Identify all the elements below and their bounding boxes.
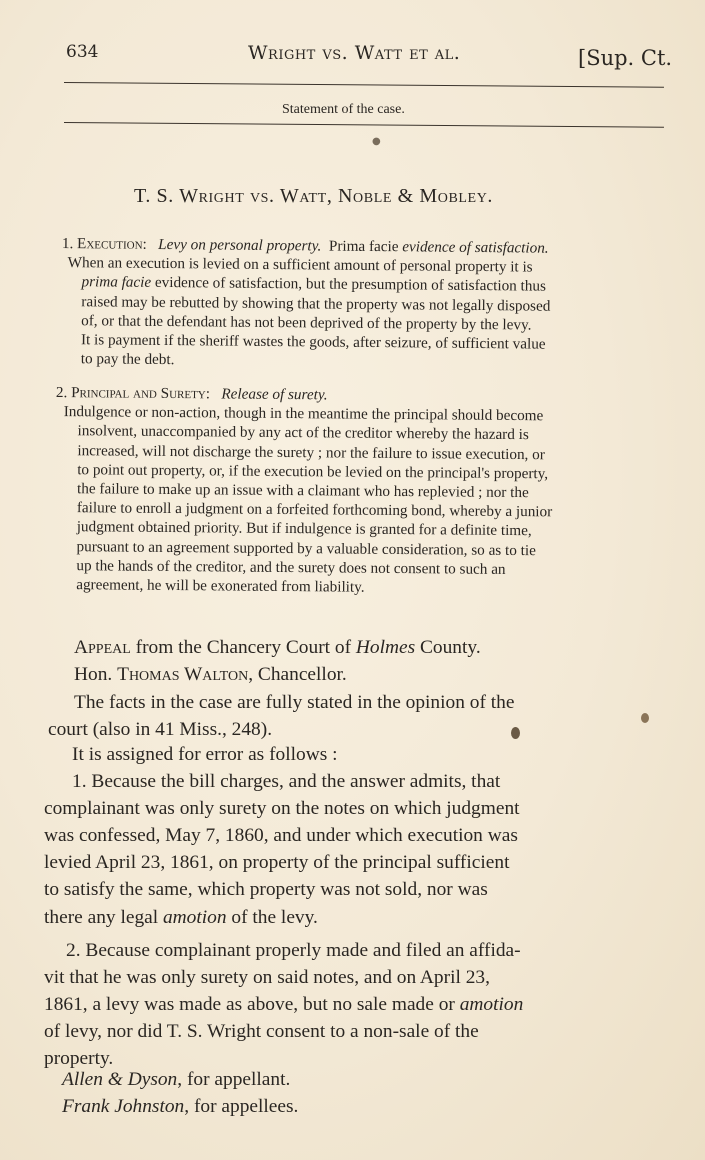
counsel-role: , for appellant. [177, 1069, 291, 1090]
syllabus-line: insolvent, unaccompanied by any act of the creditor whereby the hazard is [77, 422, 529, 444]
colon: : [142, 235, 155, 253]
error-line: 1. Because the bill charges, and the answer admits, that [72, 771, 501, 793]
errors-section [44, 741, 523, 1072]
syllabus-topic: Execution [77, 235, 143, 253]
syllabus-item-2 [54, 383, 553, 599]
running-title: Wright vs. Watt et al. [248, 42, 461, 64]
syllabus-number: 1. [61, 235, 74, 253]
syllabus-topic-plain: Prima facie [328, 237, 399, 256]
syllabus-line: judgment obtained priority. But if indulgence is granted for a definite time, [76, 518, 532, 540]
counsel-block [62, 1066, 298, 1120]
facts-line: court (also in 41 Miss., 248). [48, 719, 273, 741]
line-text: there any legal [44, 906, 163, 928]
ink-blot [641, 713, 649, 723]
judge-line [74, 661, 481, 688]
appeal-block [74, 634, 481, 688]
syllabus-subject: Levy on personal property. [158, 235, 322, 255]
error-line: 2. Because complainant properly made and filed an affida- [66, 939, 521, 961]
syllabus-line: of, or that the defendant has not been deprived of the property by the levy. [81, 312, 532, 334]
error-line: of levy, nor did T. S. Wright consent to a non-sale of the [44, 1020, 479, 1042]
syllabus-topic-italic: evidence of satisfaction. [402, 238, 549, 257]
syllabus-number: 2. [55, 383, 68, 402]
syllabus-line: to pay the debt. [80, 350, 175, 369]
error-line [44, 904, 523, 931]
section-label: Statement of the case. [282, 102, 405, 117]
facts-line: The facts in the case are fully stated in the opinion of the [74, 692, 515, 713]
italic-term: amotion [459, 993, 524, 1015]
line-text: 1861, a levy was made as above, but no sale made or [44, 993, 460, 1015]
error-line: levied April 23, 1861, on property of the principal sufficient [44, 852, 510, 874]
county-name: Holmes [355, 637, 416, 658]
judge-prefix: Hon. [74, 664, 118, 686]
syllabus-topic: Principal and Surety [71, 384, 206, 403]
italic-term: amotion [162, 906, 227, 928]
syllabus-line: raised may be rebutted by showing that the property was not legally disposed [81, 292, 551, 315]
court-label: [Sup. Ct. [578, 46, 673, 70]
error-line: to satisfy the same, which property was not sold, nor was [44, 879, 488, 901]
error-line: complainant was only surety on the notes on which judgment [44, 798, 520, 820]
syllabus-line: to point out property, or, if the execution be levied on the principal's property, [77, 461, 549, 483]
counsel-name: Allen [62, 1069, 103, 1090]
ornament-mark: ● [372, 136, 381, 147]
page-number: 634 [66, 42, 99, 62]
syllabus-item-1 [59, 234, 551, 373]
header-rule-bottom [64, 122, 664, 128]
syllabus-line: increased, will not discharge the surety ; nor the failure to issue execution, or [77, 441, 545, 463]
syllabus-subject: Release of surety. [221, 385, 328, 404]
italic-phrase: prima facie [81, 273, 152, 292]
syllabus-line: pursuant to an agreement supported by a valuable consideration, so as to tie [76, 537, 536, 559]
header-rule-top [64, 82, 664, 88]
counsel-name: Dyson [127, 1069, 178, 1090]
judge-title: , Chancellor. [248, 664, 347, 686]
counsel-role: , for appellees. [184, 1096, 299, 1118]
errors-intro: It is assigned for error as follows : [72, 744, 338, 765]
syllabus-line: Indulgence or non-action, though in the meantime the principal should become [63, 403, 544, 425]
case-caption: T. S. Wright vs. Watt, Noble & Mobley. [134, 185, 494, 207]
line-text: evidence of satisfaction, but the presumption of satisfaction thus [151, 274, 546, 296]
colon: : [205, 385, 218, 403]
ampersand: & [102, 1069, 128, 1090]
judge-name: Thomas Walton [117, 664, 249, 686]
counsel-appellees [62, 1093, 298, 1120]
syllabus-line: agreement, he will be exonerated from liability. [76, 576, 365, 596]
appeal-text: from the Chancery Court of [130, 637, 356, 658]
error-line: was confessed, May 7, 1860, and under which execution was [44, 825, 518, 847]
counsel-name: Frank Johnston [62, 1096, 185, 1118]
error-line: property. [44, 1048, 114, 1070]
syllabus-line: failure to enroll a judgment on a forfeited forthcoming bond, whereby a junior [76, 499, 553, 521]
syllabus-line: the failure to make up an issue with a claimant who has replevied ; nor the [77, 480, 529, 502]
appeal-text-end: County. [415, 637, 481, 658]
appeal-line [74, 634, 481, 661]
syllabus-line: up the hands of the creditor, and the surety does not consent to such an [76, 557, 506, 578]
error-line [44, 991, 523, 1018]
ink-blot [511, 727, 520, 739]
facts-paragraph [48, 689, 514, 743]
counsel-appellant [62, 1066, 298, 1093]
line-text-end: of the levy. [226, 906, 318, 928]
appeal-prefix: Appeal [74, 637, 131, 658]
syllabus-line: It is payment if the sheriff wastes the goods, after seizure, of sufficient value [80, 331, 546, 353]
syllabus-line: When an execution is levied on a sufficient amount of personal property it is [67, 254, 533, 276]
error-line: vit that he was only surety on said notes, and on April 23, [44, 966, 490, 988]
